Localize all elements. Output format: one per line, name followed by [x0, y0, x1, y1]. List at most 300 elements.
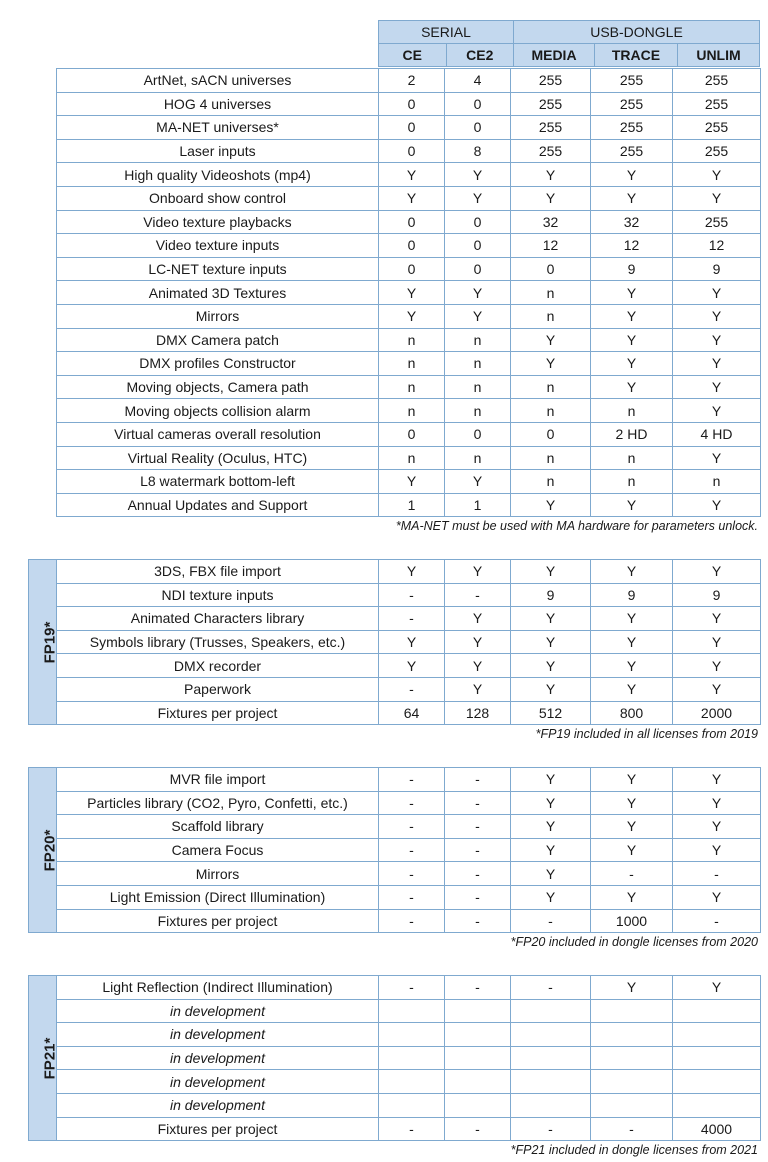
column-header	[378, 20, 760, 67]
feature-name: Mirrors	[57, 862, 379, 886]
table-row	[29, 1117, 761, 1141]
cell-trace	[591, 1070, 673, 1094]
table-row	[29, 701, 761, 725]
feature-name: Mirrors	[57, 304, 379, 328]
cell-ce: Y	[379, 630, 445, 654]
fp19-section-label	[29, 560, 57, 725]
cell-media: 255	[511, 139, 591, 163]
cell-ce2: -	[445, 1117, 511, 1141]
cell-unlim: 4000	[673, 1117, 761, 1141]
cell-trace: Y	[591, 607, 673, 631]
feature-name: Onboard show control	[57, 186, 379, 210]
cell-ce2	[445, 1046, 511, 1070]
fp21-footnote: *FP21 included in dongle licenses from 2021	[510, 1143, 758, 1157]
cell-unlim: Y	[673, 186, 761, 210]
feature-name: Moving objects, Camera path	[57, 375, 379, 399]
cell-unlim: 255	[673, 92, 761, 116]
cell-unlim: Y	[673, 630, 761, 654]
cell-media: Y	[511, 677, 591, 701]
cell-trace: Y	[591, 493, 673, 517]
fp20-section-label-text: FP20*	[41, 829, 59, 871]
col-ce: CE	[379, 44, 447, 67]
cell-media: n	[511, 446, 591, 470]
cell-media: Y	[511, 163, 591, 187]
table-row	[57, 375, 761, 399]
cell-unlim: 255	[673, 69, 761, 93]
table-row	[29, 583, 761, 607]
cell-ce: Y	[379, 163, 445, 187]
cell-ce2: Y	[445, 630, 511, 654]
feature-name: DMX profiles Constructor	[57, 352, 379, 376]
cell-ce2: -	[445, 583, 511, 607]
cell-ce2: n	[445, 328, 511, 352]
feature-name: DMX Camera patch	[57, 328, 379, 352]
cell-media: n	[511, 375, 591, 399]
cell-ce2: Y	[445, 186, 511, 210]
table-row	[29, 999, 761, 1023]
cell-trace: Y	[591, 375, 673, 399]
cell-media	[511, 1070, 591, 1094]
cell-trace: 12	[591, 234, 673, 258]
cell-unlim: Y	[673, 560, 761, 584]
table-row	[29, 677, 761, 701]
cell-ce2: Y	[445, 607, 511, 631]
cell-media: Y	[511, 493, 591, 517]
cell-ce2: Y	[445, 163, 511, 187]
cell-trace: 255	[591, 69, 673, 93]
cell-media: Y	[511, 328, 591, 352]
cell-ce: n	[379, 399, 445, 423]
cell-trace: -	[591, 862, 673, 886]
table-row	[57, 446, 761, 470]
cell-ce: -	[379, 815, 445, 839]
cell-trace: Y	[591, 163, 673, 187]
cell-unlim	[673, 1070, 761, 1094]
cell-ce2: -	[445, 885, 511, 909]
cell-unlim	[673, 999, 761, 1023]
cell-unlim: 2000	[673, 701, 761, 725]
feature-name: Animated Characters library	[57, 607, 379, 631]
cell-ce: -	[379, 885, 445, 909]
cell-unlim: n	[673, 470, 761, 494]
cell-trace	[591, 1023, 673, 1047]
cell-ce: 0	[379, 257, 445, 281]
feature-name: Moving objects collision alarm	[57, 399, 379, 423]
cell-media: 255	[511, 92, 591, 116]
cell-ce2: n	[445, 446, 511, 470]
cell-media	[511, 1093, 591, 1117]
cell-unlim: Y	[673, 352, 761, 376]
feature-name: Animated 3D Textures	[57, 281, 379, 305]
cell-ce: 0	[379, 234, 445, 258]
cell-trace: -	[591, 1117, 673, 1141]
table-row	[57, 422, 761, 446]
cell-unlim: Y	[673, 885, 761, 909]
cell-ce: -	[379, 607, 445, 631]
cell-unlim: Y	[673, 281, 761, 305]
feature-name: LC-NET texture inputs	[57, 257, 379, 281]
fp20-table	[28, 767, 761, 933]
cell-media: n	[511, 470, 591, 494]
cell-trace	[591, 999, 673, 1023]
cell-trace: 255	[591, 139, 673, 163]
cell-ce2: Y	[445, 677, 511, 701]
cell-trace: Y	[591, 560, 673, 584]
table-row	[29, 909, 761, 933]
cell-media: n	[511, 399, 591, 423]
table-row	[57, 257, 761, 281]
cell-unlim: 9	[673, 257, 761, 281]
cell-unlim: Y	[673, 607, 761, 631]
cell-media: Y	[511, 885, 591, 909]
cell-ce	[379, 1046, 445, 1070]
cell-ce2: -	[445, 815, 511, 839]
feature-name: Annual Updates and Support	[57, 493, 379, 517]
table-row	[57, 493, 761, 517]
cell-ce: -	[379, 1117, 445, 1141]
cell-trace: 1000	[591, 909, 673, 933]
fp19-table	[28, 559, 761, 725]
feature-name: Video texture inputs	[57, 234, 379, 258]
feature-name: Fixtures per project	[57, 1117, 379, 1141]
cell-ce2: 0	[445, 257, 511, 281]
cell-ce: 0	[379, 116, 445, 140]
cell-unlim: 255	[673, 210, 761, 234]
cell-ce2: 8	[445, 139, 511, 163]
cell-trace: Y	[591, 630, 673, 654]
group-usb-dongle: USB-DONGLE	[514, 21, 760, 44]
cell-ce2: 1	[445, 493, 511, 517]
cell-ce: Y	[379, 186, 445, 210]
cell-unlim: 4 HD	[673, 422, 761, 446]
cell-ce: -	[379, 677, 445, 701]
table-row	[29, 1023, 761, 1047]
cell-trace: Y	[591, 352, 673, 376]
feature-name: Light Emission (Direct Illumination)	[57, 885, 379, 909]
cell-media: 255	[511, 69, 591, 93]
cell-unlim: 12	[673, 234, 761, 258]
feature-name: Fixtures per project	[57, 701, 379, 725]
cell-ce	[379, 1070, 445, 1094]
cell-ce2: 0	[445, 92, 511, 116]
cell-unlim: 255	[673, 139, 761, 163]
fp21-table	[28, 975, 761, 1141]
cell-media: Y	[511, 607, 591, 631]
cell-ce2: 0	[445, 116, 511, 140]
col-media: MEDIA	[514, 44, 595, 67]
cell-ce	[379, 1093, 445, 1117]
cell-media: -	[511, 976, 591, 1000]
cell-media: Y	[511, 630, 591, 654]
col-ce2: CE2	[446, 44, 514, 67]
cell-media: Y	[511, 654, 591, 678]
cell-media: Y	[511, 186, 591, 210]
cell-ce: -	[379, 583, 445, 607]
cell-ce: -	[379, 909, 445, 933]
cell-unlim: Y	[673, 677, 761, 701]
table-row	[29, 560, 761, 584]
table-row	[29, 885, 761, 909]
cell-unlim	[673, 1023, 761, 1047]
group-serial: SERIAL	[379, 21, 514, 44]
table-row	[57, 304, 761, 328]
cell-ce2: Y	[445, 304, 511, 328]
cell-media: Y	[511, 791, 591, 815]
cell-trace: Y	[591, 304, 673, 328]
cell-media	[511, 1046, 591, 1070]
cell-ce2: 4	[445, 69, 511, 93]
cell-ce2: 0	[445, 422, 511, 446]
cell-ce: 0	[379, 139, 445, 163]
cell-trace: Y	[591, 768, 673, 792]
table-row	[57, 281, 761, 305]
cell-media: n	[511, 304, 591, 328]
table-row	[29, 815, 761, 839]
cell-trace: Y	[591, 815, 673, 839]
cell-unlim: 9	[673, 583, 761, 607]
fp20-footnote: *FP20 included in dongle licenses from 2020	[510, 935, 758, 949]
cell-ce: Y	[379, 281, 445, 305]
table-row	[57, 399, 761, 423]
cell-unlim: Y	[673, 768, 761, 792]
cell-unlim	[673, 1093, 761, 1117]
cell-ce2: -	[445, 838, 511, 862]
cell-media: 255	[511, 116, 591, 140]
cell-trace: 800	[591, 701, 673, 725]
cell-trace: Y	[591, 281, 673, 305]
cell-ce2: -	[445, 862, 511, 886]
cell-media: 9	[511, 583, 591, 607]
cell-ce: 0	[379, 422, 445, 446]
cell-ce: Y	[379, 560, 445, 584]
table-row	[57, 92, 761, 116]
cell-ce: -	[379, 838, 445, 862]
feature-name: Light Reflection (Indirect Illumination)	[57, 976, 379, 1000]
table-row	[29, 838, 761, 862]
cell-unlim: Y	[673, 976, 761, 1000]
cell-ce2	[445, 1070, 511, 1094]
cell-ce: 1	[379, 493, 445, 517]
table-row	[29, 976, 761, 1000]
col-trace: TRACE	[595, 44, 678, 67]
feature-name: 3DS, FBX file import	[57, 560, 379, 584]
cell-trace	[591, 1093, 673, 1117]
table-row	[57, 210, 761, 234]
cell-ce: n	[379, 446, 445, 470]
cell-ce2: -	[445, 768, 511, 792]
cell-trace: Y	[591, 976, 673, 1000]
table-row	[29, 654, 761, 678]
table-row	[29, 630, 761, 654]
cell-unlim: -	[673, 862, 761, 886]
cell-unlim	[673, 1046, 761, 1070]
cell-trace: Y	[591, 654, 673, 678]
cell-media: Y	[511, 815, 591, 839]
cell-ce	[379, 999, 445, 1023]
cell-ce2: n	[445, 399, 511, 423]
cell-unlim: Y	[673, 163, 761, 187]
cell-media: 32	[511, 210, 591, 234]
cell-media: 12	[511, 234, 591, 258]
cell-media	[511, 1023, 591, 1047]
feature-name: L8 watermark bottom-left	[57, 470, 379, 494]
cell-trace: 255	[591, 92, 673, 116]
feature-name: Virtual Reality (Oculus, HTC)	[57, 446, 379, 470]
feature-name: in development	[57, 1046, 379, 1070]
cell-ce2	[445, 999, 511, 1023]
feature-name: Particles library (CO2, Pyro, Confetti, etc.)	[57, 791, 379, 815]
cell-ce2: n	[445, 375, 511, 399]
feature-name: DMX recorder	[57, 654, 379, 678]
cell-ce2: Y	[445, 560, 511, 584]
cell-unlim: Y	[673, 304, 761, 328]
cell-ce: -	[379, 862, 445, 886]
column-name-row	[379, 44, 760, 67]
cell-trace: Y	[591, 677, 673, 701]
cell-ce2: n	[445, 352, 511, 376]
table-row	[57, 116, 761, 140]
fp20-section-label	[29, 768, 57, 933]
cell-ce: 64	[379, 701, 445, 725]
feature-name: HOG 4 universes	[57, 92, 379, 116]
cell-ce2: -	[445, 976, 511, 1000]
table-row	[29, 862, 761, 886]
table-row	[29, 607, 761, 631]
group-header-row	[379, 21, 760, 44]
cell-trace: Y	[591, 791, 673, 815]
cell-unlim: Y	[673, 328, 761, 352]
table-row	[57, 163, 761, 187]
cell-trace: n	[591, 446, 673, 470]
table-row	[29, 1070, 761, 1094]
table-row	[29, 768, 761, 792]
cell-media	[511, 999, 591, 1023]
feature-name: Symbols library (Trusses, Speakers, etc.)	[57, 630, 379, 654]
cell-trace: 9	[591, 257, 673, 281]
cell-media: Y	[511, 862, 591, 886]
cell-unlim: 255	[673, 116, 761, 140]
cell-ce: -	[379, 976, 445, 1000]
feature-name: MVR file import	[57, 768, 379, 792]
cell-ce2: Y	[445, 470, 511, 494]
cell-ce2: 0	[445, 210, 511, 234]
fp19-section-label-text: FP19*	[41, 621, 59, 663]
fp19-footnote: *FP19 included in all licenses from 2019	[535, 727, 758, 741]
cell-unlim: Y	[673, 838, 761, 862]
cell-media: -	[511, 1117, 591, 1141]
cell-ce: n	[379, 328, 445, 352]
cell-ce2: 0	[445, 234, 511, 258]
cell-unlim: Y	[673, 493, 761, 517]
feature-name: in development	[57, 999, 379, 1023]
main-feature-table	[56, 68, 761, 517]
cell-unlim: Y	[673, 791, 761, 815]
feature-name: in development	[57, 1093, 379, 1117]
cell-ce: 2	[379, 69, 445, 93]
feature-name: Paperwork	[57, 677, 379, 701]
feature-name: Fixtures per project	[57, 909, 379, 933]
feature-name: ArtNet, sACN universes	[57, 69, 379, 93]
cell-ce: n	[379, 352, 445, 376]
table-row	[57, 470, 761, 494]
cell-trace: 2 HD	[591, 422, 673, 446]
cell-trace: Y	[591, 186, 673, 210]
cell-ce: 0	[379, 92, 445, 116]
cell-ce: Y	[379, 654, 445, 678]
cell-unlim: Y	[673, 375, 761, 399]
cell-ce	[379, 1023, 445, 1047]
cell-ce: n	[379, 375, 445, 399]
fp21-section-label-text: FP21*	[41, 1037, 59, 1079]
cell-ce2: -	[445, 791, 511, 815]
cell-media: n	[511, 281, 591, 305]
cell-trace: 9	[591, 583, 673, 607]
cell-media: 0	[511, 257, 591, 281]
cell-ce: Y	[379, 470, 445, 494]
table-row	[57, 352, 761, 376]
table-row	[29, 791, 761, 815]
cell-trace: n	[591, 470, 673, 494]
cell-media: Y	[511, 838, 591, 862]
feature-name: Laser inputs	[57, 139, 379, 163]
table-row	[57, 328, 761, 352]
cell-ce2: Y	[445, 654, 511, 678]
cell-unlim: Y	[673, 654, 761, 678]
cell-media: -	[511, 909, 591, 933]
cell-ce2: -	[445, 909, 511, 933]
feature-name: in development	[57, 1023, 379, 1047]
cell-ce2: 128	[445, 701, 511, 725]
table-row	[57, 186, 761, 210]
cell-ce: -	[379, 791, 445, 815]
cell-trace: 255	[591, 116, 673, 140]
cell-ce: 0	[379, 210, 445, 234]
cell-media: 0	[511, 422, 591, 446]
cell-unlim: Y	[673, 399, 761, 423]
cell-ce: Y	[379, 304, 445, 328]
feature-name: MA-NET universes*	[57, 116, 379, 140]
fp21-section-label	[29, 976, 57, 1141]
feature-name: Virtual cameras overall resolution	[57, 422, 379, 446]
cell-trace: Y	[591, 838, 673, 862]
table-row	[29, 1046, 761, 1070]
cell-trace: 32	[591, 210, 673, 234]
cell-media: Y	[511, 352, 591, 376]
cell-unlim: -	[673, 909, 761, 933]
feature-name: Scaffold library	[57, 815, 379, 839]
cell-media: Y	[511, 560, 591, 584]
cell-media: 512	[511, 701, 591, 725]
cell-unlim: Y	[673, 446, 761, 470]
cell-ce2	[445, 1023, 511, 1047]
cell-ce2: Y	[445, 281, 511, 305]
feature-name: Video texture playbacks	[57, 210, 379, 234]
feature-name: in development	[57, 1070, 379, 1094]
cell-trace: n	[591, 399, 673, 423]
main-footnote: *MA-NET must be used with MA hardware for parameters unlock.	[395, 519, 758, 533]
cell-trace: Y	[591, 328, 673, 352]
feature-name: NDI texture inputs	[57, 583, 379, 607]
table-row	[57, 139, 761, 163]
feature-name: Camera Focus	[57, 838, 379, 862]
cell-trace: Y	[591, 885, 673, 909]
cell-ce: -	[379, 768, 445, 792]
table-row	[57, 69, 761, 93]
table-row	[57, 234, 761, 258]
cell-trace	[591, 1046, 673, 1070]
cell-media: Y	[511, 768, 591, 792]
cell-ce2	[445, 1093, 511, 1117]
